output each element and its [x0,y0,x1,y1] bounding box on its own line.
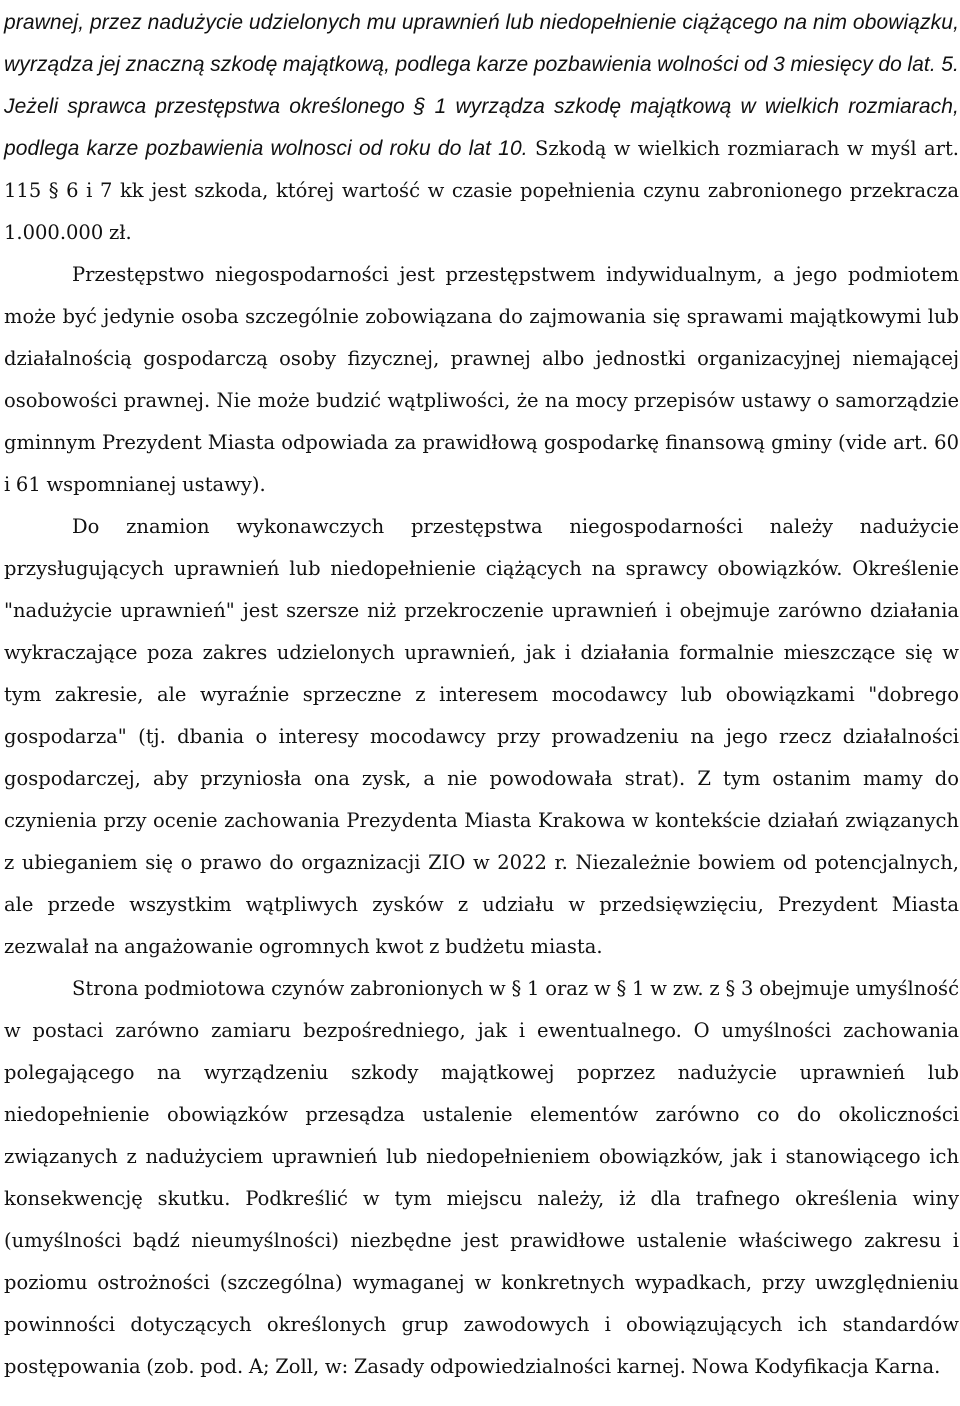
paragraph-intent: Strona podmiotowa czynów zabronionych w § 1 oraz w § 1 w zw. z § 3 obejmuje umyślność w postaci zarówno zamiaru bezpośredniego, jak i ewentualnego. O umyślności zachowania polegającego na wyrządzeniu szkody majątkowej poprzez nadużycie uprawnień lub niedopełnienie obowiązków przesądza ustalenie elementów zarówno co do okoliczności związanych z nadużyciem uprawnień lub niedopełnieniem obowiązków, jak i stanowiącego ich konsekwencję skutku. Podkreślić w tym miejscu należy, iż dla trafnego określenia winy (umyślności bądź nieumyślności) niezbędne jest prawidłowe ustalenie właściwego zakresu i poziomu ostrożności (szczególna) wymaganej w konkretnych wypadkach, przy uwzględnieniu powinności dotyczących określonych grup zawodowych i obowiązujących ich standardów postępowania (zob. pod. A; Zoll, w: Zasady odpowiedzialności karnej. Nowa Kodyfikacja Karna. [4,977,959,1378]
paragraph-text: Szkodą w wielkich rozmiarach w myśl art. 115 § 6 i 7 kk jest szkoda, której wartość w czasie popełnienia czynu zabronionego przekracza 1.000.000 zł. [4,137,959,244]
paragraph-offender: Przestępstwo niegospodarności jest przestępstwem indywidualnym, a jego podmiotem może być jedynie osoba szczególnie zobowiązana do zajmowania się sprawami majątkowymi lub działalnością gospodarczą osoby fizycznej, prawnej albo jednostki organizacyjnej niemającej osobowości prawnej. Nie może budzić wątpliwości, że na mocy przepisów ustawy o samorządzie gminnym Prezydent Miasta odpowiada za prawidłową gospodarkę finansową gminy (vide art. 60 i 61 wspomnianej ustawy). [4,263,959,496]
paragraph-elements: Do znamion wykonawczych przestępstwa niegospodarności należy nadużycie przysługujących uprawnień lub niedopełnienie ciążących na sprawcy obowiązków. Określenie "nadużycie uprawnień" jest szersze niż przekroczenie uprawnień i obejmuje zarówno działania wykraczające poza zakres udzielonych uprawnień, jak i działania formalnie mieszczące się w tym zakresie, ale wyraźnie sprzeczne z interesem mocodawcy lub obowiązkami "dobrego gospodarza" (tj. dbania o interesy mocodawcy przy prowadzeniu na jego rzecz działalności gospodarczej, aby przyniosła ona zysk, a nie powodowała strat). Z tym ostanim mamy do czynienia przy ocenie zachowania Prezydenta Miasta Krakowa w kontekście działań związanych z ubieganiem się o prawo do orgaznizacji ZIO w 2022 r. Niezależnie bowiem od potencjalnych, ale przede wszystkim wątpliwych zysków z udziału w przedsięwzięciu, Prezydent Miasta zezwalał na angażowanie ogromnych kwot z budżetu miasta. [4,515,959,958]
paragraph-continuation [4,2,959,254]
document-page [4,0,959,1388]
italic-quote: prawnej, przez nadużycie udzielonych mu uprawnień lub niedopełnienie ciążącego na nim obowiązku, wyrządza jej znaczną szkodę majątkową, podlega karze pozbawienia wolności od 3 miesięcy do lat. 5. Jeżeli sprawca przestępstwa określonego § 1 wyrządza szkodę majątkową w wielkich rozmiarach, podlega karze pozbawienia wolnosci od roku do lat 10. [4,11,959,160]
